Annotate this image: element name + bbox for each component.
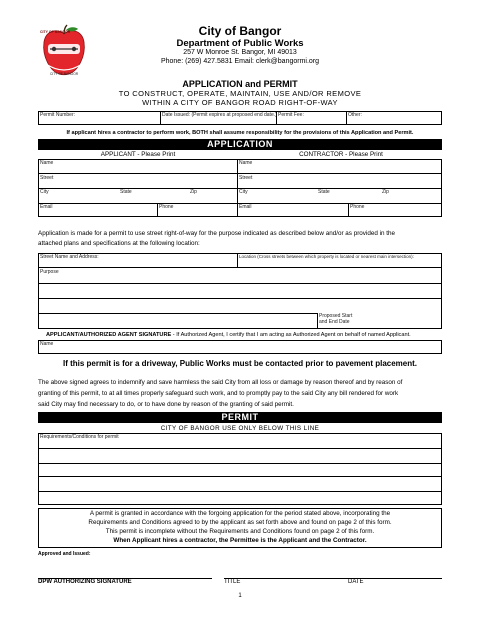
contractor-phone-field[interactable]: Phone — [350, 204, 365, 210]
date-issued-field[interactable]: Date Issued: (Permit expires at proposed end date.) — [162, 112, 277, 118]
page-number: 1 — [238, 593, 242, 599]
grant-line-4: When Applicant hires a contractor, the Permittee is the Applicant and the Contractor. — [113, 537, 367, 544]
contractor-header: CONTRACTOR - Please Print — [299, 151, 383, 158]
indemnify-line-3: said City may find necessary to do, or to have done by reason of the granting of said permit. — [38, 401, 294, 408]
city-use-only: CITY OF BANGOR USE ONLY BELOW THIS LINE — [160, 425, 320, 432]
proposed-date-label-1: Proposed Start — [319, 313, 353, 319]
applicant-email-field[interactable]: Email — [40, 204, 53, 210]
permit-fee-field[interactable]: Permit Fee: — [278, 112, 304, 118]
requirements-grid — [38, 433, 442, 505]
contractor-note: If applicant hires a contractor to perform work, BOTH shall assume responsibility for the provisions of this Application and Permit. — [66, 130, 414, 136]
requirements-field[interactable]: Requirements/Conditions for permit — [40, 434, 119, 440]
driveway-notice: If this permit is for a driveway, Public Works must be contacted prior to pavement placement. — [62, 359, 417, 368]
proposed-date-label-2: and End Date — [319, 319, 350, 325]
logo-text-top: CITY OF BANGOR — [40, 30, 71, 34]
applicant-phone-field[interactable]: Phone — [159, 204, 174, 210]
indemnify-line-2: granting of this permit, to at all times properly safeguard such work, and to promptly pay to the said City any bill rendered for work — [38, 390, 399, 397]
approved-label: Approved and Issued: — [38, 551, 91, 557]
form-title: APPLICATION and PERMIT — [182, 79, 298, 89]
request-text-1: Application is made for a permit to use street right-of-way for the purpose indicated as described below and/or as provided in the — [38, 230, 396, 237]
indemnify-line-1: The above signed agrees to indemnify and save harmless the said City from all loss or damage by reason thereof and by reason of — [38, 379, 403, 386]
signature-name-box — [38, 340, 442, 354]
applicant-city-field[interactable]: City — [40, 189, 49, 195]
grant-line-3: This permit is incomplete without the Requirements and Conditions found on page 2 of this form. — [105, 528, 375, 535]
street-address-field[interactable]: Street Name and Address: — [40, 254, 99, 260]
signature-name-field[interactable]: Name — [40, 341, 54, 347]
header-contact: Phone: (269) 427.5831 Email: clerk@bangormi.org — [160, 58, 320, 65]
header-address: 257 W Monroe St. Bangor, MI 49013 — [183, 49, 297, 56]
contractor-state-field[interactable]: State — [318, 189, 330, 195]
contractor-name-field[interactable]: Name — [239, 160, 253, 166]
contractor-zip-field[interactable]: Zip — [382, 189, 389, 195]
contractor-email-field[interactable]: Email — [239, 204, 252, 210]
applicant-state-field[interactable]: State — [120, 189, 132, 195]
grant-line-2: Requirements and Conditions agreed to by the applicant as set forth above and found on page 2 of this form. — [88, 519, 392, 526]
contractor-city-field[interactable]: City — [239, 189, 248, 195]
date-label: DATE — [348, 579, 364, 585]
city-name: City of Bangor — [198, 24, 282, 38]
application-bar: APPLICATION — [38, 139, 442, 150]
signature-label: APPLICANT/AUTHORIZED AGENT SIGNATURE — [46, 332, 172, 338]
department-name: Department of Public Works — [176, 38, 304, 49]
applicant-street-field[interactable]: Street — [40, 175, 54, 181]
location-grid — [38, 253, 442, 329]
other-field[interactable]: Other: — [348, 112, 362, 118]
grant-line-1: A permit is granted in accordance with the forgoing application for the period stated above, incorporating the — [89, 510, 391, 517]
cross-streets-field[interactable]: Location (Cross streets between which property is located or nearest main intersection): — [239, 254, 414, 259]
applicant-zip-field[interactable]: Zip — [190, 189, 197, 195]
signature-line — [46, 332, 411, 338]
applicant-name-field[interactable]: Name — [40, 160, 54, 166]
applicant-header: APPLICANT - Please Print — [100, 151, 176, 158]
permit-number-field[interactable]: Permit Number: — [40, 112, 76, 118]
permit-bar: PERMIT — [38, 412, 442, 423]
form-subtitle-2: WITHIN A CITY OF BANGOR ROAD RIGHT-OF-WAY — [142, 98, 338, 107]
form-subtitle-1: TO CONSTRUCT, OPERATE, MAINTAIN, USE AND/OR REMOVE — [118, 89, 362, 98]
contractor-street-field[interactable]: Street — [239, 175, 253, 181]
logo-text-bottom: CITY OF BANGOR — [50, 72, 79, 76]
title-label: TITLE — [224, 579, 241, 585]
request-text-2: attached plans and specifications at the following location: — [38, 240, 200, 247]
signature-text: - If Authorized Agent, I certify that I am acting as Authorized Agent on behalf of named Applicant. — [171, 332, 411, 338]
purpose-field[interactable]: Purpose — [40, 269, 59, 275]
dpw-signature-label: DPW AUTHORIZING SIGNATURE — [38, 579, 132, 585]
city-logo — [38, 24, 90, 80]
